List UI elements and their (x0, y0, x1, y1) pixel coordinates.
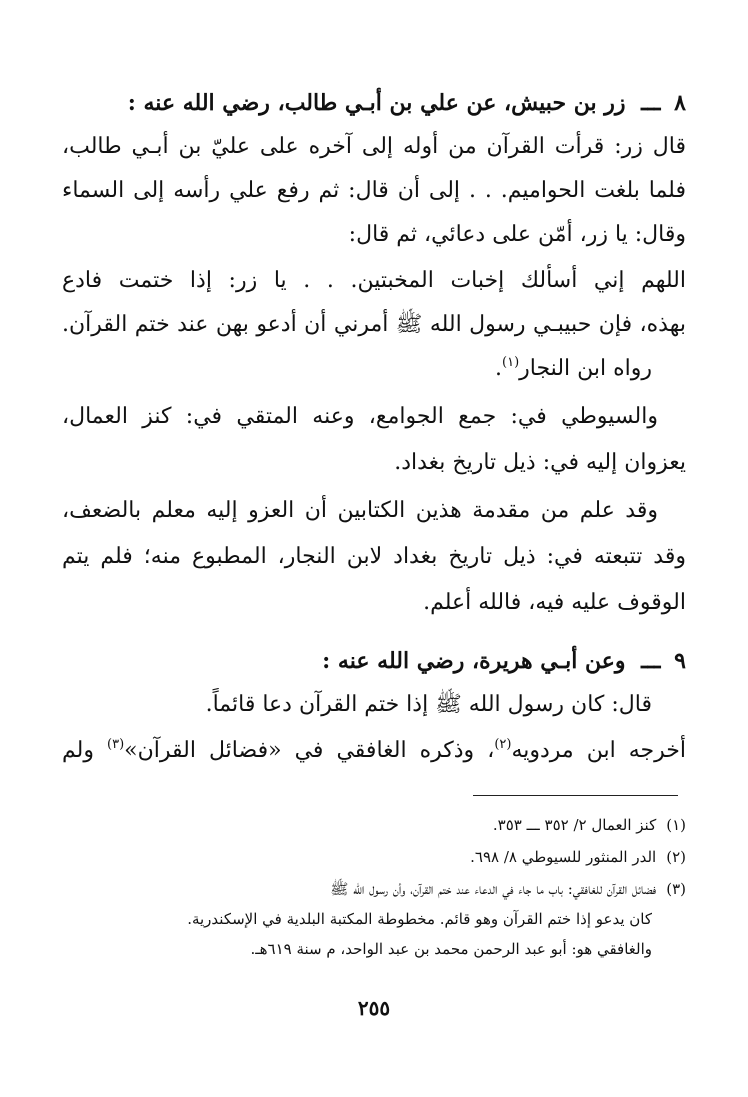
footnote-3-line-3: والغافقي هو: أبو عبد الرحمن محمد بن عبد الواحد، م سنة ٦١٩هـ. (250, 940, 652, 958)
item-9-heading: وعن أبـي هريرة، رضي الله عنه : (322, 648, 626, 674)
item-9-line-2-c: ولم (62, 738, 108, 763)
footnote-3-number: (٣) (666, 880, 686, 898)
item-8-line-1: قال زر: قرأت القرآن من أوله إلى آخره على عليّ بن أبـي طالب، (62, 134, 686, 159)
footnote-1-number: (١) (666, 816, 686, 834)
footnote-3-line-2: كان يدعو إذا ختم القرآن وهو قائم. مخطوطة المكتبة البلدية في الإسكندرية. (187, 910, 652, 928)
item-8-riwaya-line (62, 352, 652, 386)
footnote-2-text: الدر المنثور للسيوطي ٨/ ٦٩٨. (470, 848, 657, 866)
item-8-number: ٨ (674, 90, 686, 116)
footnote-2-number: (٢) (666, 848, 686, 866)
item-8-line-8: وقد علم من مقدمة هذين الكتابين أن العزو إليه معلم بالضعف، (62, 498, 658, 523)
footnote-1 (62, 812, 686, 838)
item-8-dash: ـــ (641, 90, 661, 116)
footnote-ref-3: (٣) (107, 737, 125, 752)
item-9-line-2-a: أخرجه ابن مردويه (511, 738, 686, 763)
riwaya-end: . (495, 356, 503, 381)
footnote-ref-2: (٢) (494, 737, 512, 752)
footnote-3 (62, 876, 686, 902)
footnote-divider (473, 795, 678, 796)
page-number: ٢٥٥ (357, 996, 391, 1020)
item-8-line-7: يعزوان إليه في: ذيل تاريخ بغداد. (394, 450, 686, 475)
item-9-line-2-b: ، وذكره الغافقي في «فضائل القرآن» (124, 738, 495, 763)
item-8-line-3: وقال: يا زر، أمّن على دعائي، ثم قال: (348, 222, 686, 247)
footnote-2 (62, 844, 686, 870)
item-9-dash: ـــ (641, 648, 661, 674)
item-9-line-2 (62, 734, 686, 768)
item-8-line-6: والسيوطي في: جمع الجوامع، وعنه المتقي في: كنز العمال، (62, 404, 658, 429)
item-9-number: ٩ (674, 648, 686, 674)
item-9-line-1: قال: كان رسول الله ﷺ إذا ختم القرآن دعا قائماً. (205, 692, 652, 717)
item-8-line-4: اللهم إني أسألك إخبات المخبتين. . . يا زر: إذا ختمت فادع (62, 268, 686, 293)
footnote-3-text: فضائل القرآن للغافقي: باب ما جاء في الدعاء عند ختم القرآن، وأن رسول الله ﷺ (330, 880, 657, 898)
item-8-heading-line (62, 86, 686, 120)
item-8-line-5: بهذه، فإن حبيبـي رسول الله ﷺ أمرني أن أدعو بهن عند ختم القرآن. (62, 312, 686, 337)
item-9-heading-line (62, 644, 686, 678)
item-8-line-10: الوقوف عليه فيه، فالله أعلم. (423, 590, 686, 615)
item-8-line-9: وقد تتبعته في: ذيل تاريخ بغداد لابن النجار، المطبوع منه؛ فلم يتم (62, 544, 686, 569)
item-8-line-2: فلما بلغت الحواميم. . . إلى أن قال: ثم رفع علي رأسه إلى السماء (62, 178, 686, 203)
footnote-ref-1: (١) (502, 355, 520, 370)
riwaya-text: رواه ابن النجار (519, 356, 652, 381)
item-8-heading: زر بن حبيش، عن علي بن أبـي طالب، رضي الله عنه : (127, 90, 626, 116)
footnote-1-text: كنز العمال ٢/ ٣٥٢ ـــ ٣٥٣. (492, 816, 657, 834)
